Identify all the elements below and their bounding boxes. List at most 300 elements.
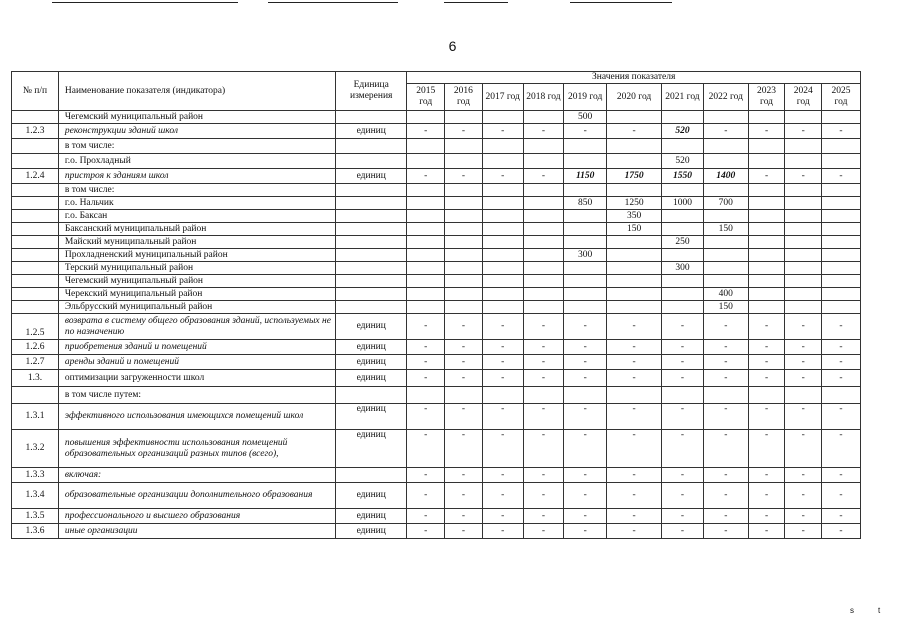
value-cell — [822, 262, 861, 275]
value-cell — [407, 262, 445, 275]
value-cell: - — [407, 169, 445, 184]
value-cell — [703, 210, 748, 223]
indicator-name: в том числе путем: — [58, 387, 335, 404]
value-cell: - — [407, 468, 445, 483]
indicator-name: Прохладненский муниципальный район — [58, 249, 335, 262]
value-cell — [785, 154, 822, 169]
indicator-name: реконструкции зданий школ — [58, 124, 335, 139]
row-number: 1.3. — [12, 370, 59, 387]
value-cell: - — [564, 355, 607, 370]
value-cell — [523, 236, 564, 249]
value-cell: - — [523, 430, 564, 468]
year-header: 2024 год — [785, 84, 822, 111]
value-cell: - — [785, 124, 822, 139]
value-cell: - — [703, 370, 748, 387]
value-cell — [564, 262, 607, 275]
value-cell — [822, 154, 861, 169]
value-cell — [748, 184, 785, 197]
value-cell: - — [822, 124, 861, 139]
indicator-name: возврата в систему общего образования зданий, используемых не по назначению — [58, 314, 335, 340]
value-cell — [407, 387, 445, 404]
value-cell: - — [607, 340, 662, 355]
value-cell: 1750 — [607, 169, 662, 184]
value-cell — [445, 154, 483, 169]
row-number: 1.3.4 — [12, 483, 59, 509]
row-number — [12, 154, 59, 169]
value-cell: - — [607, 314, 662, 340]
value-cell: - — [607, 124, 662, 139]
value-cell: - — [445, 468, 483, 483]
row-number — [12, 210, 59, 223]
indicator-name: пристроя к зданиям школ — [58, 169, 335, 184]
value-cell: - — [748, 404, 785, 430]
table-row — [12, 236, 861, 249]
row-number: 1.2.5 — [12, 314, 59, 340]
value-cell — [523, 154, 564, 169]
value-cell: - — [445, 169, 483, 184]
row-number: 1.3.1 — [12, 404, 59, 430]
year-header: 2017 год — [482, 84, 523, 111]
table-row — [12, 301, 861, 314]
value-cell — [748, 210, 785, 223]
unit-cell — [336, 210, 407, 223]
value-cell — [662, 249, 704, 262]
value-cell: - — [662, 483, 704, 509]
value-cell: 1250 — [607, 197, 662, 210]
unit-cell — [336, 184, 407, 197]
value-cell: - — [445, 509, 483, 524]
value-cell — [607, 288, 662, 301]
value-cell — [748, 139, 785, 154]
value-cell — [407, 223, 445, 236]
indicator-name: г.о. Прохладный — [58, 154, 335, 169]
table-row — [12, 139, 861, 154]
values-title-header: Значения показателя — [407, 72, 861, 84]
value-cell — [748, 262, 785, 275]
value-cell: - — [445, 483, 483, 509]
value-cell: - — [785, 340, 822, 355]
table-row — [12, 355, 861, 370]
value-cell — [748, 154, 785, 169]
value-cell — [407, 139, 445, 154]
value-cell: - — [703, 524, 748, 539]
value-cell — [662, 210, 704, 223]
value-cell — [748, 111, 785, 124]
indicator-name: в том числе: — [58, 184, 335, 197]
value-cell: - — [407, 340, 445, 355]
value-cell — [785, 288, 822, 301]
table-row — [12, 370, 861, 387]
value-cell — [564, 184, 607, 197]
value-cell — [523, 197, 564, 210]
table-row — [12, 184, 861, 197]
value-cell — [607, 154, 662, 169]
year-header: 2018 год — [523, 84, 564, 111]
row-number — [12, 249, 59, 262]
value-cell: - — [748, 124, 785, 139]
value-cell: - — [407, 124, 445, 139]
year-header: 2022 год — [703, 84, 748, 111]
value-cell — [564, 223, 607, 236]
value-cell: - — [822, 169, 861, 184]
value-cell — [523, 210, 564, 223]
value-cell — [785, 223, 822, 236]
value-cell — [748, 275, 785, 288]
table-row — [12, 404, 861, 430]
value-cell — [607, 301, 662, 314]
unit-cell — [336, 262, 407, 275]
value-cell — [482, 197, 523, 210]
indicator-name: Чегемский муниципальный район — [58, 111, 335, 124]
value-cell: - — [445, 404, 483, 430]
value-cell — [662, 301, 704, 314]
value-cell: - — [703, 509, 748, 524]
value-cell: - — [822, 314, 861, 340]
value-cell: 1400 — [703, 169, 748, 184]
unit-cell — [336, 154, 407, 169]
value-cell — [748, 387, 785, 404]
col-name-header: Наименование показателя (индикатора) — [58, 72, 335, 111]
value-cell: - — [523, 404, 564, 430]
value-cell: - — [662, 468, 704, 483]
value-cell: - — [662, 524, 704, 539]
year-header: 2015 год — [407, 84, 445, 111]
value-cell — [703, 387, 748, 404]
value-cell: - — [662, 370, 704, 387]
value-cell: - — [445, 430, 483, 468]
value-cell — [703, 111, 748, 124]
value-cell: - — [607, 509, 662, 524]
value-cell — [785, 210, 822, 223]
unit-cell — [336, 223, 407, 236]
value-cell: - — [482, 404, 523, 430]
value-cell — [482, 262, 523, 275]
value-cell — [703, 262, 748, 275]
value-cell: - — [445, 124, 483, 139]
value-cell: - — [564, 124, 607, 139]
value-cell: - — [662, 430, 704, 468]
value-cell — [523, 223, 564, 236]
value-cell: - — [564, 509, 607, 524]
value-cell: - — [564, 430, 607, 468]
indicator-name: повышения эффективности использования помещений образовательных организаций разных типов (всего), — [58, 430, 335, 468]
row-number — [12, 387, 59, 404]
value-cell — [822, 249, 861, 262]
value-cell: - — [407, 430, 445, 468]
value-cell: - — [445, 340, 483, 355]
value-cell — [785, 139, 822, 154]
value-cell: - — [564, 524, 607, 539]
value-cell — [564, 154, 607, 169]
indicator-name: Эльбрусский муниципальный район — [58, 301, 335, 314]
value-cell: 150 — [607, 223, 662, 236]
value-cell — [703, 184, 748, 197]
value-cell — [662, 184, 704, 197]
value-cell — [822, 223, 861, 236]
row-number — [12, 139, 59, 154]
value-cell: - — [482, 430, 523, 468]
value-cell: 300 — [564, 249, 607, 262]
table-row — [12, 468, 861, 483]
value-cell — [662, 387, 704, 404]
unit-cell: единиц — [336, 355, 407, 370]
value-cell — [662, 111, 704, 124]
value-cell: - — [748, 430, 785, 468]
row-number: 1.2.3 — [12, 124, 59, 139]
value-cell — [785, 184, 822, 197]
value-cell — [523, 139, 564, 154]
value-cell: - — [523, 355, 564, 370]
row-number: 1.2.4 — [12, 169, 59, 184]
unit-cell: единиц — [336, 314, 407, 340]
value-cell: - — [482, 355, 523, 370]
value-cell: - — [523, 524, 564, 539]
value-cell — [482, 249, 523, 262]
top-rule-4 — [570, 2, 672, 3]
value-cell — [703, 249, 748, 262]
value-cell — [662, 139, 704, 154]
value-cell — [445, 210, 483, 223]
table-row — [12, 197, 861, 210]
value-cell — [445, 197, 483, 210]
value-cell — [482, 223, 523, 236]
value-cell — [703, 275, 748, 288]
table-row — [12, 430, 861, 468]
value-cell: - — [703, 483, 748, 509]
value-cell: 250 — [662, 236, 704, 249]
value-cell: - — [703, 404, 748, 430]
value-cell — [407, 288, 445, 301]
value-cell — [662, 288, 704, 301]
unit-cell: единиц — [336, 430, 407, 468]
value-cell: - — [748, 169, 785, 184]
value-cell: - — [785, 430, 822, 468]
top-rule-2 — [268, 2, 398, 3]
value-cell — [523, 387, 564, 404]
value-cell: - — [662, 314, 704, 340]
value-cell — [407, 249, 445, 262]
unit-cell — [336, 387, 407, 404]
unit-cell: единиц — [336, 169, 407, 184]
unit-cell — [336, 197, 407, 210]
indicator-name: аренды зданий и помещений — [58, 355, 335, 370]
value-cell: 400 — [703, 288, 748, 301]
table-row — [12, 111, 861, 124]
value-cell — [564, 236, 607, 249]
indicator-name: Майский муниципальный район — [58, 236, 335, 249]
value-cell: 150 — [703, 223, 748, 236]
value-cell: - — [407, 314, 445, 340]
value-cell: - — [748, 314, 785, 340]
value-cell: - — [523, 314, 564, 340]
unit-cell — [336, 139, 407, 154]
col-num-header: № п/п — [12, 72, 59, 111]
value-cell: - — [785, 355, 822, 370]
value-cell: - — [785, 468, 822, 483]
value-cell: - — [607, 355, 662, 370]
value-cell — [482, 139, 523, 154]
value-cell — [523, 249, 564, 262]
value-cell — [564, 288, 607, 301]
table-row — [12, 524, 861, 539]
value-cell: - — [748, 468, 785, 483]
value-cell: - — [445, 524, 483, 539]
value-cell — [822, 210, 861, 223]
table-row — [12, 509, 861, 524]
value-cell: 1550 — [662, 169, 704, 184]
value-cell: - — [785, 370, 822, 387]
value-cell — [407, 275, 445, 288]
table-row — [12, 124, 861, 139]
value-cell: - — [564, 404, 607, 430]
value-cell: - — [523, 509, 564, 524]
corner-mark-2: t — [878, 606, 881, 615]
value-cell — [564, 301, 607, 314]
col-unit-header: Единица измерения — [336, 72, 407, 111]
value-cell — [785, 275, 822, 288]
value-cell — [822, 139, 861, 154]
year-header: 2020 год — [607, 84, 662, 111]
indicator-name: Баксанский муниципальный район — [58, 223, 335, 236]
value-cell: - — [482, 169, 523, 184]
value-cell: - — [445, 370, 483, 387]
value-cell — [822, 184, 861, 197]
unit-cell — [336, 275, 407, 288]
year-header: 2019 год — [564, 84, 607, 111]
value-cell — [607, 111, 662, 124]
indicator-name: иные организации — [58, 524, 335, 539]
value-cell: - — [523, 340, 564, 355]
row-number — [12, 223, 59, 236]
value-cell: - — [703, 124, 748, 139]
unit-cell: единиц — [336, 340, 407, 355]
value-cell — [607, 236, 662, 249]
value-cell: - — [748, 355, 785, 370]
value-cell: - — [523, 468, 564, 483]
indicator-name: г.о. Нальчик — [58, 197, 335, 210]
value-cell: 1150 — [564, 169, 607, 184]
value-cell — [662, 223, 704, 236]
value-cell: - — [482, 340, 523, 355]
value-cell: - — [564, 483, 607, 509]
unit-cell — [336, 288, 407, 301]
value-cell — [407, 111, 445, 124]
value-cell: - — [822, 404, 861, 430]
value-cell — [748, 197, 785, 210]
value-cell — [785, 387, 822, 404]
value-cell — [445, 262, 483, 275]
unit-cell — [336, 111, 407, 124]
value-cell — [748, 288, 785, 301]
table-row — [12, 223, 861, 236]
value-cell — [482, 275, 523, 288]
value-cell: - — [523, 483, 564, 509]
table-row — [12, 314, 861, 340]
value-cell — [703, 139, 748, 154]
value-cell — [523, 301, 564, 314]
value-cell — [822, 236, 861, 249]
value-cell: - — [748, 340, 785, 355]
value-cell: - — [703, 340, 748, 355]
value-cell — [482, 288, 523, 301]
value-cell: - — [407, 509, 445, 524]
value-cell: - — [662, 404, 704, 430]
unit-cell — [336, 249, 407, 262]
value-cell: - — [822, 340, 861, 355]
value-cell: 520 — [662, 124, 704, 139]
value-cell: - — [523, 370, 564, 387]
value-cell: - — [703, 314, 748, 340]
value-cell — [748, 301, 785, 314]
value-cell: - — [607, 483, 662, 509]
value-cell — [407, 154, 445, 169]
value-cell — [482, 236, 523, 249]
value-cell: 1000 — [662, 197, 704, 210]
unit-cell: единиц — [336, 483, 407, 509]
row-number — [12, 301, 59, 314]
row-number: 1.2.6 — [12, 340, 59, 355]
value-cell — [785, 236, 822, 249]
page-number: 6 — [448, 38, 457, 54]
value-cell — [482, 210, 523, 223]
indicator-name: образовательные организации дополнительного образования — [58, 483, 335, 509]
value-cell: - — [564, 314, 607, 340]
value-cell: - — [564, 370, 607, 387]
row-number: 1.3.5 — [12, 509, 59, 524]
unit-cell: единиц — [336, 509, 407, 524]
value-cell: 350 — [607, 210, 662, 223]
value-cell — [822, 288, 861, 301]
row-number: 1.3.6 — [12, 524, 59, 539]
value-cell — [785, 301, 822, 314]
value-cell: 700 — [703, 197, 748, 210]
value-cell: - — [748, 370, 785, 387]
value-cell — [445, 184, 483, 197]
table-row — [12, 387, 861, 404]
value-cell — [445, 249, 483, 262]
unit-cell: единиц — [336, 524, 407, 539]
value-cell: - — [822, 483, 861, 509]
table-row — [12, 154, 861, 169]
value-cell: - — [482, 524, 523, 539]
value-cell: - — [703, 430, 748, 468]
value-cell — [482, 387, 523, 404]
value-cell: 300 — [662, 262, 704, 275]
value-cell: - — [703, 355, 748, 370]
value-cell: - — [523, 169, 564, 184]
value-cell — [445, 139, 483, 154]
unit-cell: единиц — [336, 404, 407, 430]
value-cell — [445, 301, 483, 314]
indicator-name: Терский муниципальный район — [58, 262, 335, 275]
row-number — [12, 275, 59, 288]
value-cell — [607, 184, 662, 197]
value-cell: - — [407, 483, 445, 509]
value-cell — [445, 223, 483, 236]
value-cell: - — [662, 509, 704, 524]
table-row — [12, 169, 861, 184]
table-row — [12, 288, 861, 301]
indicator-name: профессионального и высшего образования — [58, 509, 335, 524]
table-body — [12, 111, 861, 539]
value-cell: - — [822, 524, 861, 539]
value-cell — [822, 387, 861, 404]
value-cell — [523, 288, 564, 301]
value-cell — [482, 111, 523, 124]
corner-mark-1: s — [850, 606, 854, 615]
row-number — [12, 111, 59, 124]
value-cell: - — [564, 468, 607, 483]
